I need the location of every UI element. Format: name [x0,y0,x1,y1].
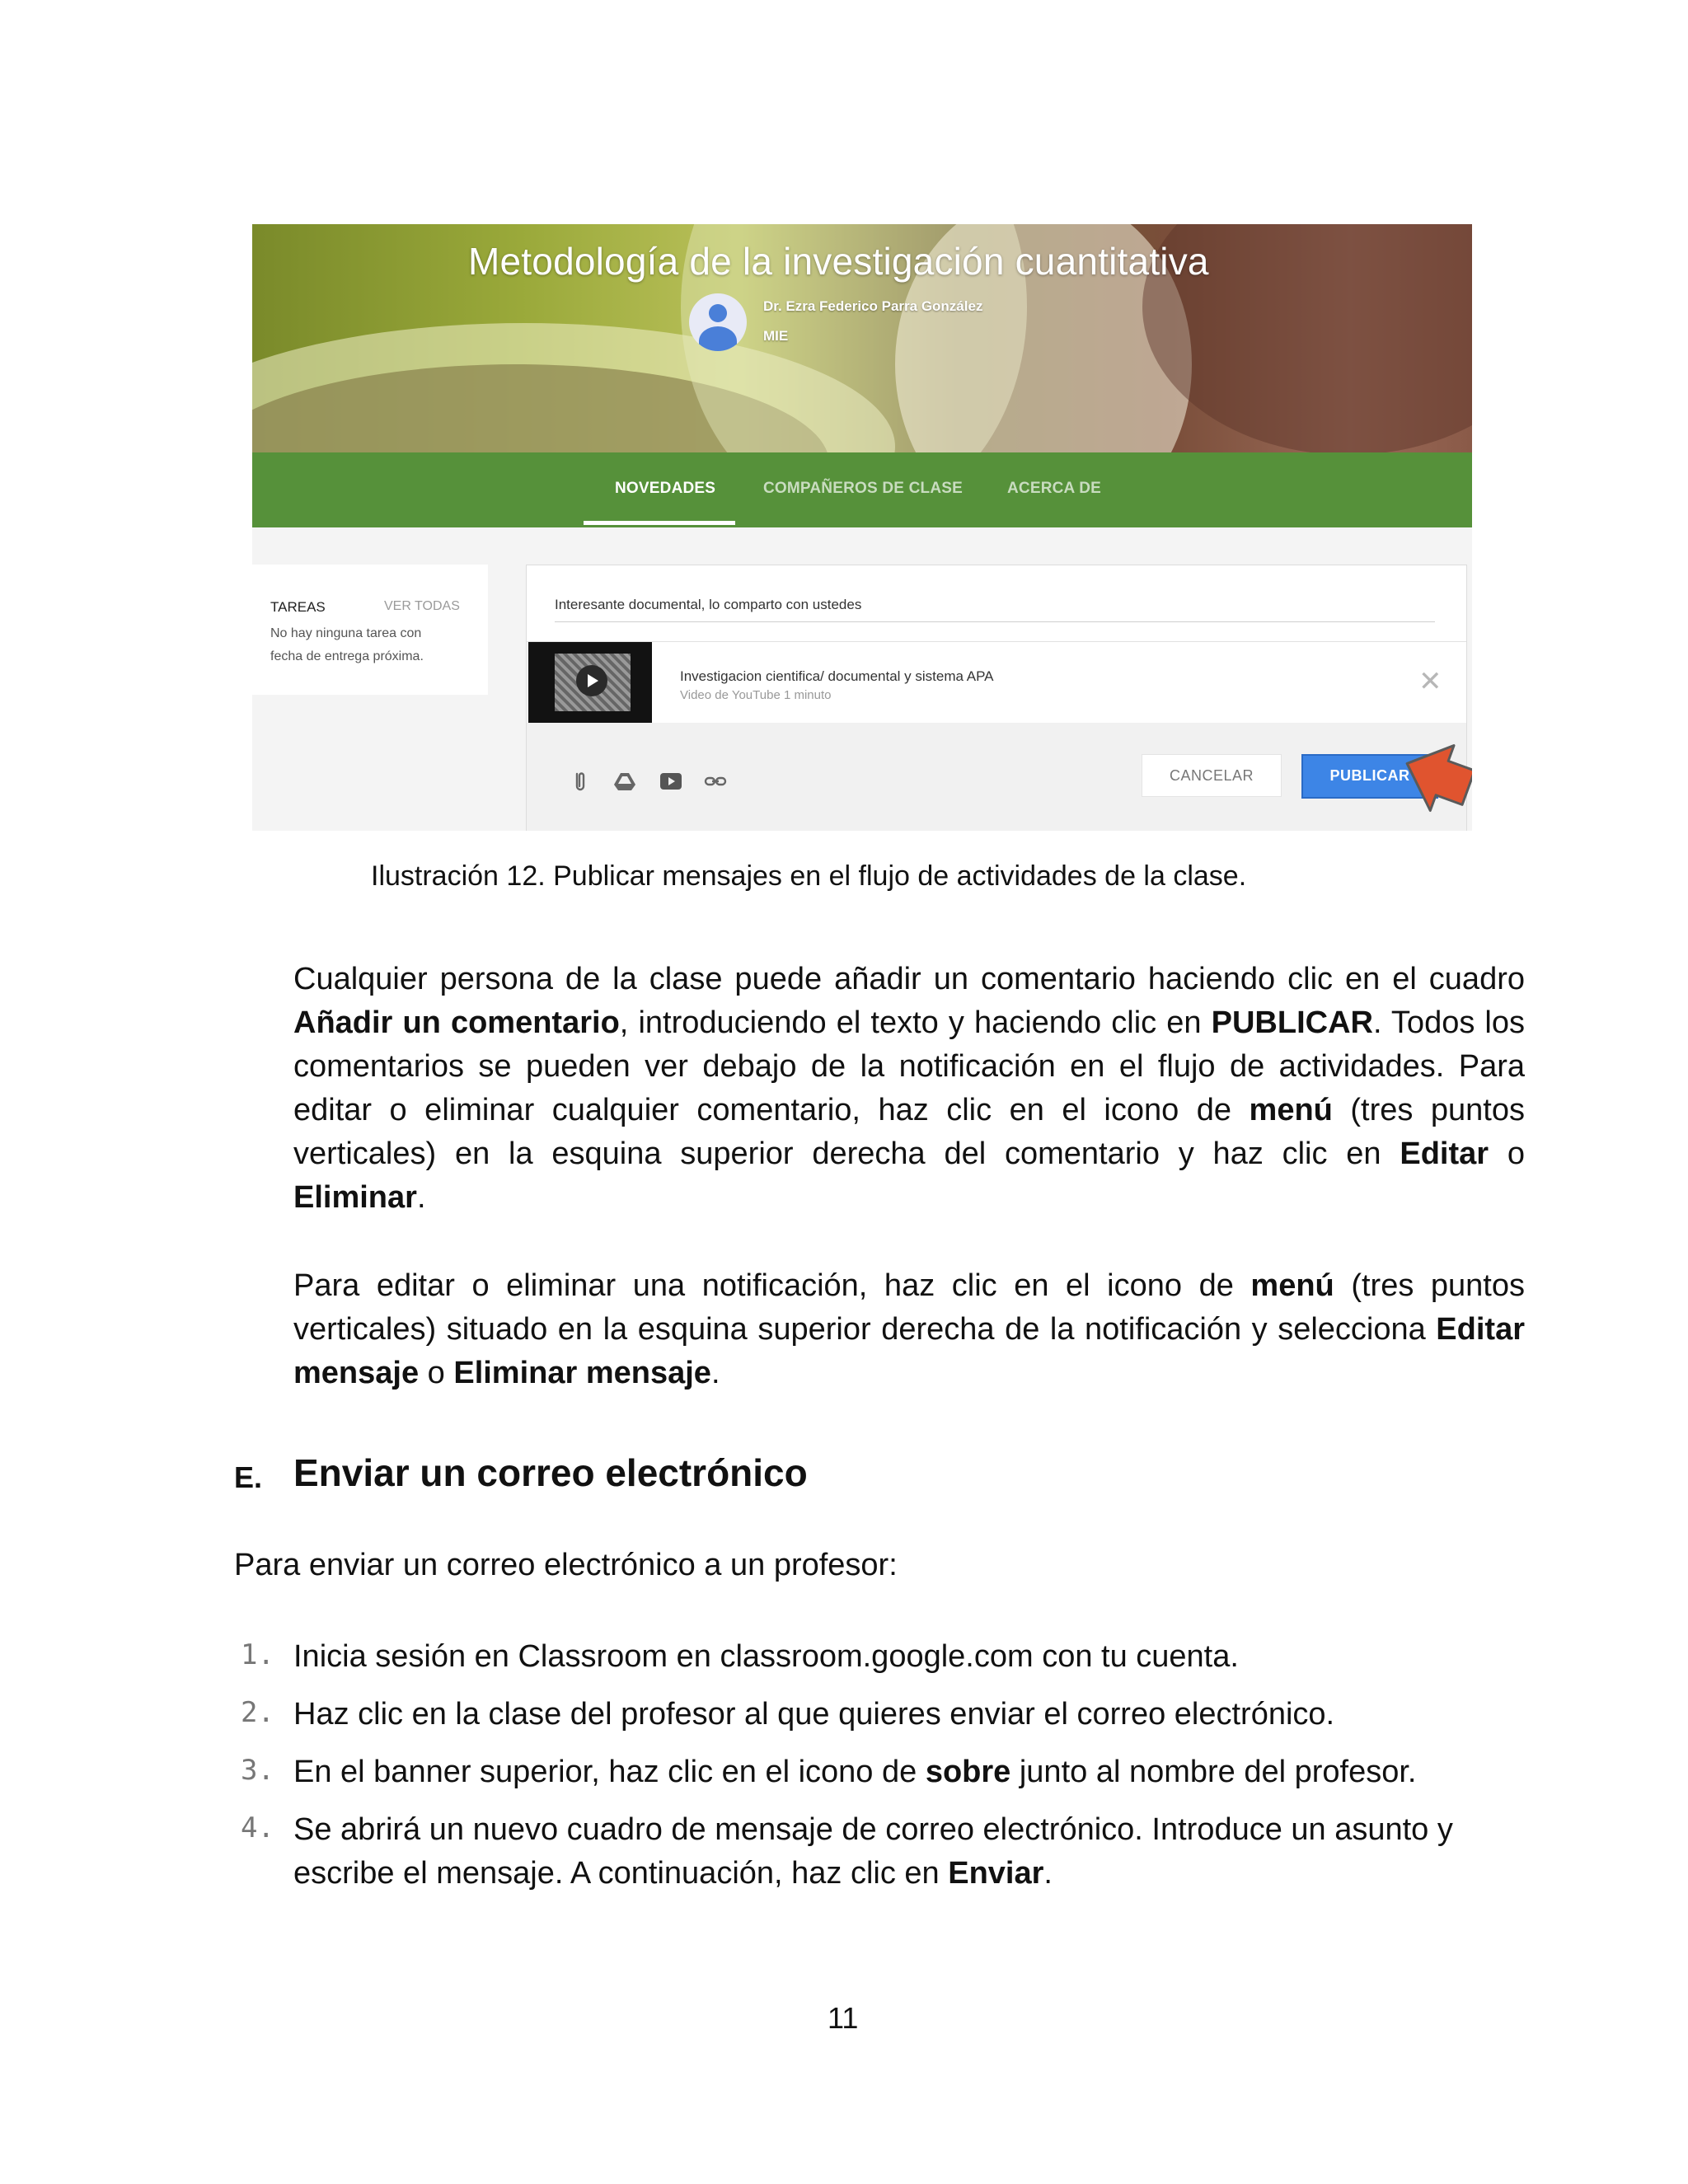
post-text-input[interactable]: Interesante documental, lo comparto con ustedes [555,597,862,612]
publish-button[interactable]: PUBLICAR [1301,754,1438,799]
cancel-button[interactable]: CANCELAR [1142,754,1282,797]
attachment-subtitle: Video de YouTube 1 minuto [680,688,832,702]
drive-icon[interactable] [612,769,637,794]
tasks-card [252,565,488,695]
section-title: Enviar un correo electrónico [293,1451,808,1494]
view-all-link[interactable]: VER TODAS [384,599,460,613]
paragraph-notifications: Para editar o eliminar una notificación, haz clic en el icono de menú (tres puntos verticales) situado en la esquina superior derecha de la notificación y selecciona Editar mensaje o Eliminar mensaje. [293,1268,1525,1390]
paragraph-comments: Cualquier persona de la clase puede añadir un comentario haciendo clic en el cuadro Añadir un comentario, introduciendo el texto y haciendo clic en PUBLICAR. Todos los comentarios se pueden ver debajo de la notificación en el flujo de actividades. Para editar o eliminar cualquier comentario, haz clic en el icono de menú (tres puntos verticales) en la esquina superior derecha del comentario y haz clic en Editar o Eliminar. [293,962,1526,1215]
class-tab-bar [252,452,1472,527]
play-icon [576,665,607,696]
tasks-title: TAREAS [270,599,326,615]
class-banner [252,224,1472,452]
input-underline [555,621,1435,622]
page-number: 11 [828,2001,859,2035]
course-title: Metodología de la investigación cuantitativa [468,240,1209,283]
tab-acerca-de[interactable]: ACERCA DE [1007,480,1102,497]
youtube-attachment[interactable] [527,641,1466,724]
post-toolbar [527,723,1466,831]
tasks-empty-message: No hay ninguna tarea con fecha de entrega próxima. [270,626,424,663]
step-number: 3. [241,1754,274,1787]
tab-companeros[interactable]: COMPAÑEROS DE CLASE [763,480,964,497]
step-number: 4. [241,1811,274,1844]
step-text: En el banner superior, haz clic en el icono de sobre junto al nombre del profesor. [293,1755,1417,1789]
figure-caption: Ilustración 12. Publicar mensajes en el flujo de actividades de la clase. [371,860,1247,892]
step-number: 1. [241,1638,274,1671]
paperclip-icon[interactable] [568,769,593,794]
close-icon[interactable]: ✕ [1418,666,1442,697]
attachment-title: Investigacion cientifica/ documental y sistema APA [680,668,994,684]
classroom-screenshot [252,224,1472,831]
teacher-avatar[interactable] [689,293,747,351]
step-number: 2. [241,1696,274,1729]
step-text: Inicia sesión en Classroom en classroom.google.com con tu cuenta. [293,1639,1239,1674]
section-label: E. [234,1460,263,1494]
class-section: MIE [763,328,789,344]
step-text: Haz clic en la clase del profesor al que quieres enviar el correo electrónico. [293,1697,1335,1732]
step-text: Se abrirá un nuevo cuadro de mensaje de correo electrónico. Introduce un asunto y escribe el mensaje. A continuación, haz clic en Enviar. [293,1812,1453,1891]
video-thumbnail[interactable] [528,642,652,723]
active-tab-indicator [584,521,735,525]
callout-arrow-icon [1403,740,1472,831]
intro-text: Para enviar un correo electrónico a un profesor: [234,1548,898,1582]
teacher-name[interactable]: Dr. Ezra Federico Parra González [763,298,983,314]
tab-novedades[interactable]: NOVEDADES [615,480,716,497]
youtube-icon[interactable] [659,769,683,794]
link-icon[interactable] [703,769,728,794]
new-post-composer [526,565,1467,831]
